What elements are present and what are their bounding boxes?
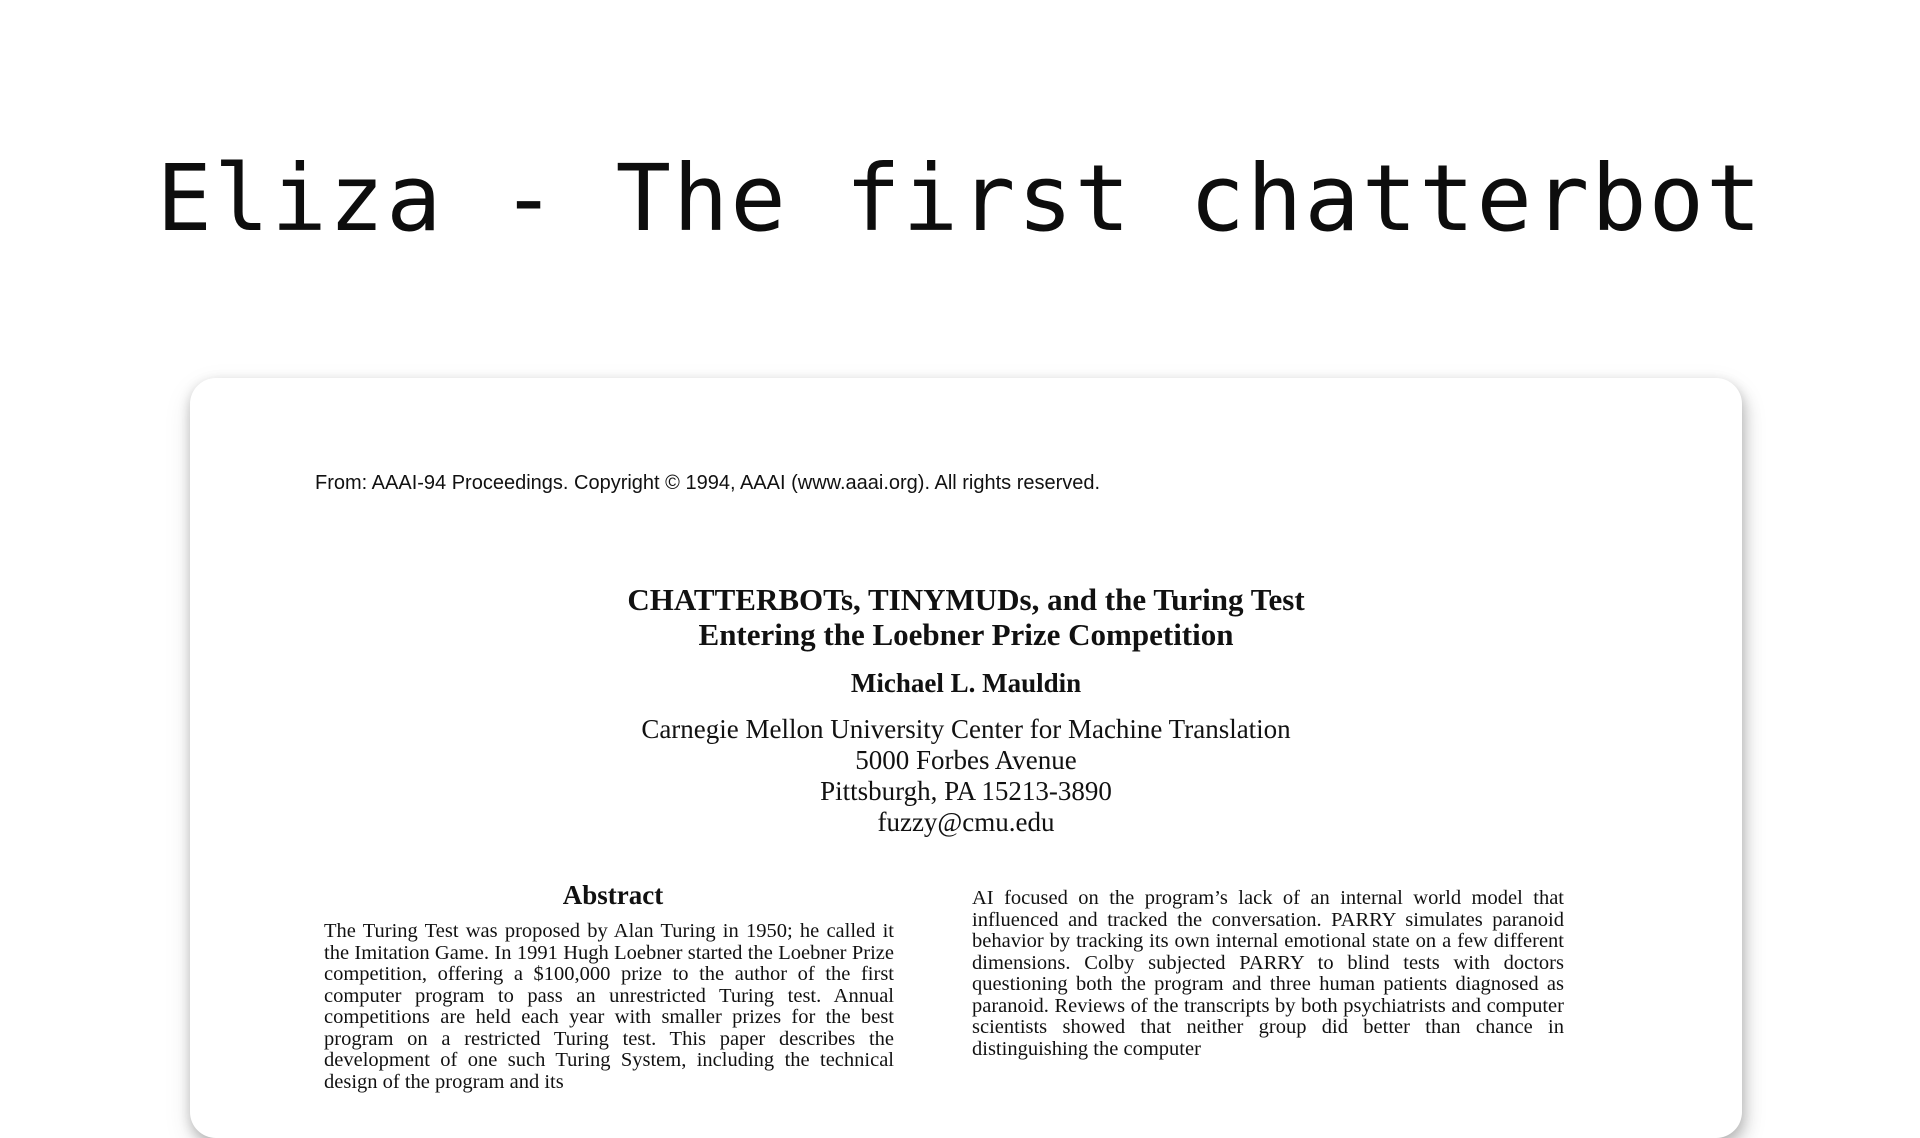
abstract-heading: Abstract [562, 880, 664, 910]
author-email: fuzzy@cmu.edu [877, 807, 1055, 837]
abstract-text: The Turing Test was proposed by Alan Turing in 1950; he called it the Imitation Game. In 1991 Hugh Loebner started the Loebner Prize competition, offering a $100,000 prize to the author of the first computer program to pass an unrestricted Turing test. Annual competitions are held each year with smaller prizes for the best program on a restricted Turing test. This paper describes the development of one such Turing System, including the technical design of the program and its [324, 920, 894, 1093]
paper-author: Michael L. Mauldin [850, 668, 1082, 698]
affiliation-line: 5000 Forbes Avenue [855, 745, 1077, 775]
affiliation-line: Carnegie Mellon University Center for Machine Translation [641, 714, 1291, 744]
slide-title: Eliza - The first chatterbot [156, 145, 1764, 252]
affiliation-line: Pittsburgh, PA 15213-3890 [820, 776, 1112, 806]
paper-title-line-2: Entering the Loebner Prize Competition [698, 617, 1234, 652]
paper-title [190, 582, 1742, 652]
right-column-text: AI focused on the program’s lack of an internal world model that influenced and tracked the conversation. PARRY simulates paranoid behavior by tracking its own internal emotional state on a few different dimensions. Colby subjected PARRY to blind tests with doctors questioning both the program and three human patients diagnosed as paranoid. Reviews of the transcripts by both psychiatrists and computer scientists showed that neither group did better than chance in distinguishing the computer [972, 887, 1564, 1060]
paper-title-line-1: CHATTERBOTs, TINYMUDs, and the Turing Test [627, 582, 1305, 617]
left-column [324, 880, 894, 1093]
right-column [972, 888, 1564, 1060]
copyright-notice: From: AAAI-94 Proceedings. Copyright © 1994, AAAI (www.aaai.org). All rights reserved. [315, 472, 1101, 494]
paper-page-image [190, 378, 1742, 1138]
paper-affiliation [190, 714, 1742, 838]
